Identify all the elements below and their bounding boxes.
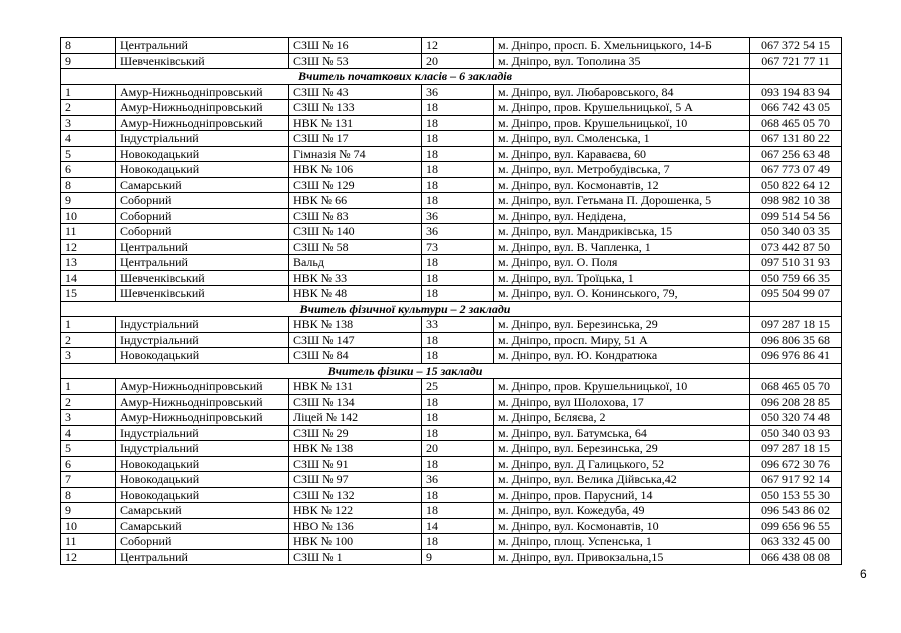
row-number-cell: 2 <box>61 394 116 410</box>
phone-cell: 067 917 92 14 <box>750 472 842 488</box>
hours-cell: 36 <box>422 472 494 488</box>
hours-cell: 36 <box>422 224 494 240</box>
school-cell: НВК № 100 <box>289 534 422 550</box>
district-cell: Новокодацький <box>116 487 289 503</box>
table-row <box>61 332 842 348</box>
school-cell: СЗШ № 91 <box>289 456 422 472</box>
district-cell: Новокодацький <box>116 162 289 178</box>
phone-cell: 067 256 63 48 <box>750 146 842 162</box>
address-cell: м. Дніпро, вул. Любаровського, 84 <box>494 84 750 100</box>
section-empty-cell <box>750 363 842 379</box>
row-number-cell: 9 <box>61 193 116 209</box>
hours-cell: 18 <box>422 131 494 147</box>
table-row <box>61 394 842 410</box>
table-row <box>61 425 842 441</box>
address-cell: м. Дніпро, вул. Мандриківська, 15 <box>494 224 750 240</box>
district-cell: Соборний <box>116 193 289 209</box>
district-cell: Амур-Нижньодніпровський <box>116 379 289 395</box>
school-cell: СЗШ № 17 <box>289 131 422 147</box>
address-cell: м. Дніпро, вул. Кожедуба, 49 <box>494 503 750 519</box>
school-cell: СЗШ № 132 <box>289 487 422 503</box>
district-cell: Самарський <box>116 177 289 193</box>
school-cell: СЗШ № 43 <box>289 84 422 100</box>
hours-cell: 18 <box>422 394 494 410</box>
table-row <box>61 270 842 286</box>
school-cell: СЗШ № 58 <box>289 239 422 255</box>
hours-cell: 18 <box>422 425 494 441</box>
school-cell: Вальд <box>289 255 422 271</box>
table-row <box>61 193 842 209</box>
school-cell: СЗШ № 133 <box>289 100 422 116</box>
district-cell: Амур-Нижньодніпровський <box>116 84 289 100</box>
hours-cell: 20 <box>422 441 494 457</box>
row-number-cell: 4 <box>61 425 116 441</box>
hours-cell: 36 <box>422 84 494 100</box>
table-body <box>61 38 842 565</box>
row-number-cell: 2 <box>61 100 116 116</box>
table-row <box>61 549 842 565</box>
school-cell: СЗШ № 1 <box>289 549 422 565</box>
hours-cell: 18 <box>422 193 494 209</box>
hours-cell: 18 <box>422 534 494 550</box>
table-row <box>61 286 842 302</box>
phone-cell: 067 721 77 11 <box>750 53 842 69</box>
row-number-cell: 12 <box>61 549 116 565</box>
phone-cell: 066 438 08 08 <box>750 549 842 565</box>
school-cell: НВК № 122 <box>289 503 422 519</box>
district-cell: Новокодацький <box>116 146 289 162</box>
phone-cell: 068 465 05 70 <box>750 379 842 395</box>
section-title: Вчитель фізичної культури – 2 заклади <box>61 301 750 317</box>
row-number-cell: 1 <box>61 379 116 395</box>
school-cell: НВК № 131 <box>289 115 422 131</box>
district-cell: Новокодацький <box>116 472 289 488</box>
section-header-row <box>61 301 842 317</box>
address-cell: м. Дніпро, вул. Метробудівська, 7 <box>494 162 750 178</box>
address-cell: м. Дніпро, пров. Крушельницької, 10 <box>494 379 750 395</box>
section-header-row <box>61 363 842 379</box>
address-cell: м. Дніпро, пров. Парусний, 14 <box>494 487 750 503</box>
table-row <box>61 53 842 69</box>
hours-cell: 18 <box>422 410 494 426</box>
address-cell: м. Дніпро, вул. Березинська, 29 <box>494 317 750 333</box>
phone-cell: 099 656 96 55 <box>750 518 842 534</box>
hours-cell: 18 <box>422 162 494 178</box>
table-row <box>61 441 842 457</box>
table-row <box>61 503 842 519</box>
school-cell: НВО № 136 <box>289 518 422 534</box>
row-number-cell: 15 <box>61 286 116 302</box>
section-title: Вчитель фізики – 15 заклади <box>61 363 750 379</box>
phone-cell: 050 153 55 30 <box>750 487 842 503</box>
phone-cell: 096 976 86 41 <box>750 348 842 364</box>
table-row <box>61 534 842 550</box>
phone-cell: 066 742 43 05 <box>750 100 842 116</box>
school-cell: НВК № 66 <box>289 193 422 209</box>
section-empty-cell <box>750 69 842 85</box>
school-cell: СЗШ № 84 <box>289 348 422 364</box>
district-cell: Соборний <box>116 208 289 224</box>
table-row <box>61 255 842 271</box>
phone-cell: 096 208 28 85 <box>750 394 842 410</box>
table-row <box>61 239 842 255</box>
table-row <box>61 224 842 240</box>
address-cell: м. Дніпро, вул. Батумська, 64 <box>494 425 750 441</box>
district-cell: Шевченківський <box>116 286 289 302</box>
phone-cell: 097 510 31 93 <box>750 255 842 271</box>
phone-cell: 096 672 30 76 <box>750 456 842 472</box>
table-row <box>61 131 842 147</box>
row-number-cell: 12 <box>61 239 116 255</box>
row-number-cell: 7 <box>61 472 116 488</box>
table-row <box>61 162 842 178</box>
row-number-cell: 1 <box>61 84 116 100</box>
hours-cell: 18 <box>422 503 494 519</box>
hours-cell: 18 <box>422 487 494 503</box>
address-cell: м. Дніпро, вул. Гетьмана П. Дорошенка, 5 <box>494 193 750 209</box>
row-number-cell: 9 <box>61 503 116 519</box>
district-cell: Амур-Нижньодніпровський <box>116 394 289 410</box>
row-number-cell: 4 <box>61 131 116 147</box>
phone-cell: 097 287 18 15 <box>750 441 842 457</box>
school-cell: НВК № 138 <box>289 317 422 333</box>
hours-cell: 18 <box>422 456 494 472</box>
vacancy-table <box>60 37 842 565</box>
row-number-cell: 1 <box>61 317 116 333</box>
table-row <box>61 379 842 395</box>
row-number-cell: 6 <box>61 162 116 178</box>
table-row <box>61 146 842 162</box>
school-cell: СЗШ № 83 <box>289 208 422 224</box>
section-title: Вчитель початкових класів – 6 закладів <box>61 69 750 85</box>
school-cell: НВК № 131 <box>289 379 422 395</box>
hours-cell: 9 <box>422 549 494 565</box>
row-number-cell: 6 <box>61 456 116 472</box>
table-row <box>61 115 842 131</box>
table-row <box>61 317 842 333</box>
row-number-cell: 5 <box>61 441 116 457</box>
phone-cell: 096 806 35 68 <box>750 332 842 348</box>
school-cell: НВК № 33 <box>289 270 422 286</box>
row-number-cell: 10 <box>61 518 116 534</box>
row-number-cell: 8 <box>61 487 116 503</box>
row-number-cell: 3 <box>61 348 116 364</box>
school-cell: Гімназія № 74 <box>289 146 422 162</box>
phone-cell: 098 982 10 38 <box>750 193 842 209</box>
phone-cell: 067 372 54 15 <box>750 38 842 54</box>
hours-cell: 18 <box>422 286 494 302</box>
district-cell: Індустріальний <box>116 332 289 348</box>
address-cell: м. Дніпро, просп. Миру, 51 А <box>494 332 750 348</box>
school-cell: СЗШ № 134 <box>289 394 422 410</box>
hours-cell: 18 <box>422 348 494 364</box>
address-cell: м. Дніпро, вул Шолохова, 17 <box>494 394 750 410</box>
hours-cell: 25 <box>422 379 494 395</box>
school-cell: СЗШ № 140 <box>289 224 422 240</box>
phone-cell: 099 514 54 56 <box>750 208 842 224</box>
phone-cell: 050 759 66 35 <box>750 270 842 286</box>
hours-cell: 18 <box>422 146 494 162</box>
table-row <box>61 84 842 100</box>
phone-cell: 067 131 80 22 <box>750 131 842 147</box>
hours-cell: 20 <box>422 53 494 69</box>
hours-cell: 18 <box>422 100 494 116</box>
district-cell: Новокодацький <box>116 348 289 364</box>
row-number-cell: 3 <box>61 410 116 426</box>
district-cell: Соборний <box>116 224 289 240</box>
row-number-cell: 11 <box>61 224 116 240</box>
district-cell: Новокодацький <box>116 456 289 472</box>
hours-cell: 18 <box>422 255 494 271</box>
address-cell: м. Дніпро, вул. Тополина 35 <box>494 53 750 69</box>
phone-cell: 050 822 64 12 <box>750 177 842 193</box>
table-row <box>61 177 842 193</box>
table-row <box>61 487 842 503</box>
address-cell: м. Дніпро, площ. Успенська, 1 <box>494 534 750 550</box>
address-cell: м. Дніпро, вул. Велика Дійвська,42 <box>494 472 750 488</box>
section-empty-cell <box>750 301 842 317</box>
phone-cell: 073 442 87 50 <box>750 239 842 255</box>
row-number-cell: 9 <box>61 53 116 69</box>
district-cell: Індустріальний <box>116 317 289 333</box>
table-row <box>61 100 842 116</box>
address-cell: м. Дніпро, пров. Крушельницької, 10 <box>494 115 750 131</box>
district-cell: Амур-Нижньодніпровський <box>116 100 289 116</box>
address-cell: м. Дніпро, Бєляєва, 2 <box>494 410 750 426</box>
hours-cell: 12 <box>422 38 494 54</box>
phone-cell: 093 194 83 94 <box>750 84 842 100</box>
phone-cell: 067 773 07 49 <box>750 162 842 178</box>
school-cell: СЗШ № 147 <box>289 332 422 348</box>
row-number-cell: 8 <box>61 177 116 193</box>
address-cell: м. Дніпро, вул. Караваєва, 60 <box>494 146 750 162</box>
address-cell: м. Дніпро, вул. Смоленська, 1 <box>494 131 750 147</box>
phone-cell: 050 320 74 48 <box>750 410 842 426</box>
district-cell: Самарський <box>116 503 289 519</box>
section-header-row <box>61 69 842 85</box>
school-cell: Ліцей № 142 <box>289 410 422 426</box>
hours-cell: 36 <box>422 208 494 224</box>
address-cell: м. Дніпро, вул. Березинська, 29 <box>494 441 750 457</box>
address-cell: м. Дніпро, вул. Д Галицького, 52 <box>494 456 750 472</box>
district-cell: Індустріальний <box>116 131 289 147</box>
address-cell: м. Дніпро, вул. О. Поля <box>494 255 750 271</box>
district-cell: Шевченківський <box>116 53 289 69</box>
address-cell: м. Дніпро, просп. Б. Хмельницького, 14-Б <box>494 38 750 54</box>
school-cell: СЗШ № 129 <box>289 177 422 193</box>
phone-cell: 050 340 03 93 <box>750 425 842 441</box>
school-cell: СЗШ № 16 <box>289 38 422 54</box>
row-number-cell: 8 <box>61 38 116 54</box>
hours-cell: 18 <box>422 115 494 131</box>
phone-cell: 095 504 99 07 <box>750 286 842 302</box>
district-cell: Шевченківський <box>116 270 289 286</box>
hours-cell: 14 <box>422 518 494 534</box>
address-cell: м. Дніпро, вул. Привокзальна,15 <box>494 549 750 565</box>
row-number-cell: 11 <box>61 534 116 550</box>
district-cell: Індустріальний <box>116 425 289 441</box>
hours-cell: 18 <box>422 270 494 286</box>
school-cell: НВК № 106 <box>289 162 422 178</box>
phone-cell: 097 287 18 15 <box>750 317 842 333</box>
phone-cell: 068 465 05 70 <box>750 115 842 131</box>
address-cell: м. Дніпро, вул. Ю. Кондратюка <box>494 348 750 364</box>
page-number: 6 <box>860 567 867 581</box>
address-cell: м. Дніпро, вул. Троїцька, 1 <box>494 270 750 286</box>
row-number-cell: 5 <box>61 146 116 162</box>
district-cell: Центральний <box>116 549 289 565</box>
address-cell: м. Дніпро, вул. Космонавтів, 12 <box>494 177 750 193</box>
school-cell: СЗШ № 53 <box>289 53 422 69</box>
district-cell: Центральний <box>116 239 289 255</box>
district-cell: Індустріальний <box>116 441 289 457</box>
table-row <box>61 518 842 534</box>
hours-cell: 33 <box>422 317 494 333</box>
district-cell: Самарський <box>116 518 289 534</box>
school-cell: СЗШ № 29 <box>289 425 422 441</box>
address-cell: м. Дніпро, вул. О. Конинського, 79, <box>494 286 750 302</box>
school-cell: НВК № 48 <box>289 286 422 302</box>
school-cell: НВК № 138 <box>289 441 422 457</box>
address-cell: м. Дніпро, вул. В. Чапленка, 1 <box>494 239 750 255</box>
hours-cell: 18 <box>422 332 494 348</box>
address-cell: м. Дніпро, вул. Недідена, <box>494 208 750 224</box>
phone-cell: 063 332 45 00 <box>750 534 842 550</box>
district-cell: Центральний <box>116 38 289 54</box>
row-number-cell: 10 <box>61 208 116 224</box>
hours-cell: 73 <box>422 239 494 255</box>
table-row <box>61 410 842 426</box>
row-number-cell: 2 <box>61 332 116 348</box>
phone-cell: 050 340 03 35 <box>750 224 842 240</box>
row-number-cell: 13 <box>61 255 116 271</box>
table-row <box>61 208 842 224</box>
district-cell: Амур-Нижньодніпровський <box>116 410 289 426</box>
district-cell: Соборний <box>116 534 289 550</box>
row-number-cell: 3 <box>61 115 116 131</box>
address-cell: м. Дніпро, пров. Крушельницької, 5 А <box>494 100 750 116</box>
row-number-cell: 14 <box>61 270 116 286</box>
table-row <box>61 456 842 472</box>
table-row <box>61 348 842 364</box>
table-row <box>61 38 842 54</box>
hours-cell: 18 <box>422 177 494 193</box>
phone-cell: 096 543 86 02 <box>750 503 842 519</box>
district-cell: Амур-Нижньодніпровський <box>116 115 289 131</box>
district-cell: Центральний <box>116 255 289 271</box>
address-cell: м. Дніпро, вул. Космонавтів, 10 <box>494 518 750 534</box>
table-row <box>61 472 842 488</box>
school-cell: СЗШ № 97 <box>289 472 422 488</box>
